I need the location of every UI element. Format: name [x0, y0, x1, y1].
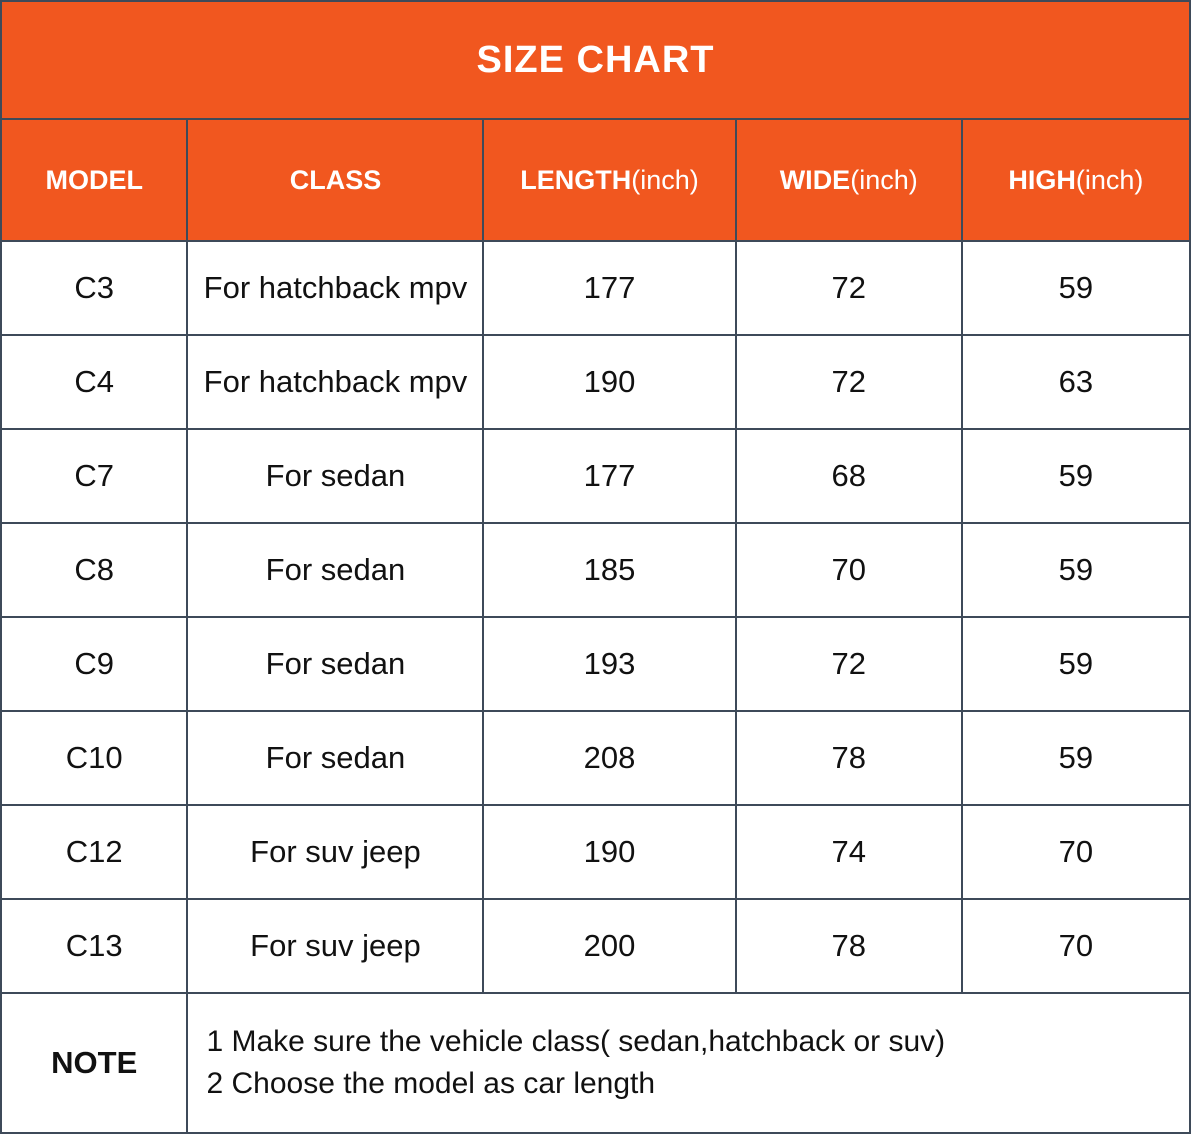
column-header-class: [186, 120, 482, 240]
high-cell: 59: [961, 524, 1189, 616]
length-cell: 177: [482, 430, 734, 522]
high-cell: 59: [961, 712, 1189, 804]
wide-cell: 72: [735, 336, 961, 428]
length-cell: 177: [482, 242, 734, 334]
note-line: 2 Choose the model as car length: [206, 1067, 656, 1100]
column-header-high: [961, 120, 1189, 240]
class-cell: For suv jeep: [186, 806, 482, 898]
wide-cell: 78: [735, 900, 961, 992]
model-cell: C10: [65, 740, 123, 775]
column-header-wide: [735, 120, 961, 240]
table-row: [2, 710, 1189, 804]
column-header-length: [482, 120, 734, 240]
high-cell: 70: [961, 806, 1189, 898]
high-cell: 70: [961, 900, 1189, 992]
page-title: SIZE CHART: [476, 38, 715, 81]
table-row: [2, 240, 1189, 334]
class-cell: For sedan: [186, 712, 482, 804]
length-cell: 190: [482, 336, 734, 428]
wide-cell: 68: [735, 430, 961, 522]
column-header-unit: (inch): [631, 164, 699, 195]
column-header-label: LENGTH: [520, 164, 632, 195]
class-cell: For sedan: [186, 430, 482, 522]
class-cell: For sedan: [186, 524, 482, 616]
column-header-label: MODEL: [45, 164, 143, 195]
high-cell: 59: [961, 242, 1189, 334]
note-row: [2, 992, 1189, 1132]
column-header-unit: (inch): [1075, 164, 1144, 195]
high-cell: 59: [961, 618, 1189, 710]
note-body: [186, 994, 1189, 1132]
column-header-label: WIDE: [779, 164, 851, 195]
model-cell: C12: [65, 834, 123, 869]
note-label: NOTE: [51, 1045, 138, 1080]
high-cell: 59: [961, 430, 1189, 522]
table-row: [2, 898, 1189, 992]
class-cell: For sedan: [186, 618, 482, 710]
table-row: [2, 334, 1189, 428]
wide-cell: 72: [735, 242, 961, 334]
length-cell: 193: [482, 618, 734, 710]
column-header-label: CLASS: [289, 164, 382, 195]
model-cell: C13: [65, 928, 123, 963]
length-cell: 190: [482, 806, 734, 898]
column-header-model: [2, 120, 186, 240]
table-row: [2, 616, 1189, 710]
high-cell: 63: [961, 336, 1189, 428]
model-cell: C7: [74, 458, 115, 493]
length-cell: 200: [482, 900, 734, 992]
table-row: [2, 428, 1189, 522]
wide-cell: 72: [735, 618, 961, 710]
length-cell: 185: [482, 524, 734, 616]
wide-cell: 70: [735, 524, 961, 616]
wide-cell: 74: [735, 806, 961, 898]
model-cell: C4: [74, 364, 115, 399]
table-row: [2, 522, 1189, 616]
class-cell: For suv jeep: [186, 900, 482, 992]
class-cell: For hatchback mpv: [186, 336, 482, 428]
length-cell: 208: [482, 712, 734, 804]
column-header-label: HIGH: [1008, 164, 1076, 195]
wide-cell: 78: [735, 712, 961, 804]
column-header-unit: (inch): [850, 164, 918, 195]
table-row: [2, 804, 1189, 898]
model-cell: C8: [74, 552, 115, 587]
model-cell: C3: [74, 270, 115, 305]
header-row: [2, 118, 1189, 240]
note-line: 1 Make sure the vehicle class( sedan,hatchback or suv): [206, 1025, 946, 1058]
class-cell: For hatchback mpv: [186, 242, 482, 334]
model-cell: C9: [74, 646, 115, 681]
size-chart-banner: [2, 2, 1189, 118]
